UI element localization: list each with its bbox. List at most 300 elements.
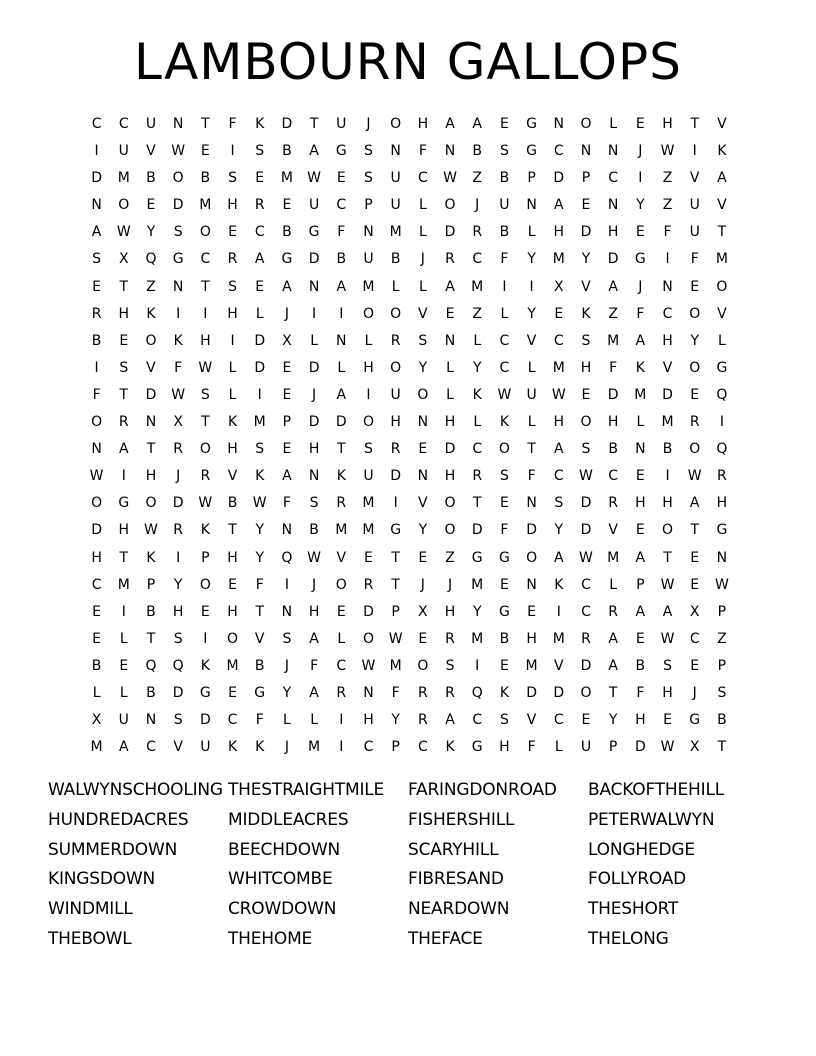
grid-letter[interactable]: O [444, 522, 456, 539]
grid-letter[interactable]: H [308, 603, 320, 620]
grid-letter[interactable]: T [717, 739, 727, 756]
grid-letter[interactable]: D [580, 657, 592, 674]
grid-letter[interactable]: B [608, 441, 618, 458]
grid-letter[interactable]: O [444, 197, 456, 214]
grid-letter[interactable]: C [417, 170, 428, 187]
grid-letter[interactable]: O [498, 441, 510, 458]
grid-letter[interactable]: O [362, 305, 374, 322]
grid-letter[interactable]: H [227, 603, 238, 620]
grid-letter[interactable]: C [608, 468, 619, 485]
grid-letter[interactable]: H [662, 495, 673, 512]
grid-letter[interactable]: V [173, 739, 183, 756]
grid-letter[interactable]: E [499, 576, 509, 593]
grid-letter[interactable]: M [715, 251, 728, 268]
grid-letter[interactable]: H [607, 224, 619, 241]
grid-letter[interactable]: F [690, 251, 699, 268]
grid-letter[interactable]: S [499, 712, 509, 729]
grid-letter[interactable]: F [418, 143, 427, 160]
grid-letter[interactable]: Y [418, 359, 428, 376]
grid-letter[interactable]: C [581, 603, 591, 620]
grid-letter[interactable]: P [717, 657, 727, 674]
grid-letter[interactable]: V [717, 305, 727, 322]
grid-letter[interactable]: U [308, 197, 320, 214]
grid-letter[interactable]: C [472, 251, 483, 268]
grid-letter[interactable]: N [363, 684, 374, 701]
grid-letter[interactable]: M [389, 657, 402, 674]
grid-letter[interactable]: L [500, 305, 509, 322]
grid-letter[interactable]: W [660, 143, 675, 160]
grid-letter[interactable]: Y [527, 251, 536, 268]
grid-letter[interactable]: W [551, 386, 566, 403]
grid-letter[interactable]: X [553, 278, 564, 295]
grid-letter[interactable]: L [418, 278, 427, 295]
grid-letter[interactable]: P [717, 603, 727, 620]
grid-letter[interactable]: V [526, 712, 537, 729]
grid-letter[interactable]: I [203, 630, 208, 647]
grid-letter[interactable]: R [581, 630, 591, 647]
grid-letter[interactable]: M [199, 197, 212, 214]
grid-letter[interactable]: L [718, 332, 726, 349]
grid-letter[interactable]: G [498, 603, 510, 620]
grid-letter[interactable]: A [282, 278, 292, 295]
grid-letter[interactable]: D [471, 522, 483, 539]
grid-letter[interactable]: R [118, 414, 129, 431]
grid-letter[interactable]: O [227, 630, 239, 647]
grid-letter[interactable]: O [335, 576, 347, 593]
grid-letter[interactable]: E [255, 278, 265, 295]
grid-letter[interactable]: S [499, 468, 509, 485]
grid-letter[interactable]: G [335, 143, 347, 160]
grid-letter[interactable]: C [472, 441, 483, 458]
grid-letter[interactable]: D [526, 522, 537, 539]
grid-letter[interactable]: A [336, 386, 347, 403]
grid-letter[interactable]: M [389, 224, 402, 241]
grid-letter[interactable]: L [446, 359, 454, 376]
grid-letter[interactable]: W [361, 657, 376, 674]
grid-letter[interactable]: Q [145, 251, 157, 268]
grid-letter[interactable]: S [200, 386, 210, 403]
grid-letter[interactable]: H [390, 414, 401, 431]
grid-letter[interactable]: D [607, 251, 619, 268]
grid-letter[interactable]: O [417, 657, 429, 674]
grid-letter[interactable]: T [472, 495, 482, 512]
grid-letter[interactable]: T [717, 224, 727, 241]
grid-letter[interactable]: U [118, 143, 129, 160]
grid-letter[interactable]: O [580, 116, 592, 132]
grid-letter[interactable]: B [227, 495, 238, 512]
grid-letter[interactable]: D [308, 251, 320, 268]
grid-letter[interactable]: M [552, 630, 565, 647]
grid-letter[interactable]: O [689, 305, 701, 322]
grid-letter[interactable]: V [553, 657, 564, 674]
grid-letter[interactable]: D [607, 386, 619, 403]
grid-letter[interactable]: W [714, 576, 729, 593]
grid-letter[interactable]: I [203, 305, 208, 322]
grid-letter[interactable]: W [660, 739, 675, 756]
grid-letter[interactable]: C [227, 712, 238, 729]
grid-letter[interactable]: O [580, 414, 592, 431]
grid-letter[interactable]: T [391, 576, 400, 593]
grid-letter[interactable]: R [173, 441, 184, 458]
grid-letter[interactable]: D [634, 739, 646, 756]
grid-letter[interactable]: R [608, 603, 619, 620]
grid-letter[interactable]: N [580, 143, 592, 160]
grid-letter[interactable]: O [444, 495, 456, 512]
grid-letter[interactable]: U [118, 712, 129, 729]
grid-letter[interactable]: A [635, 603, 646, 620]
grid-letter[interactable]: S [663, 657, 672, 674]
grid-letter[interactable]: M [335, 522, 348, 539]
grid-letter[interactable]: C [200, 251, 211, 268]
grid-letter[interactable]: H [635, 712, 646, 729]
grid-letter[interactable]: R [717, 468, 727, 485]
grid-letter[interactable]: W [198, 359, 213, 376]
grid-letter[interactable]: R [445, 684, 455, 701]
grid-letter[interactable]: R [91, 305, 102, 322]
grid-letter[interactable]: K [173, 332, 183, 349]
grid-letter[interactable]: A [608, 278, 618, 295]
grid-letter[interactable]: G [254, 684, 266, 701]
grid-letter[interactable]: Y [554, 522, 564, 539]
grid-letter[interactable]: V [227, 468, 238, 485]
grid-letter[interactable]: M [471, 278, 484, 295]
grid-letter[interactable]: G [716, 359, 728, 376]
grid-letter[interactable]: C [553, 143, 564, 160]
grid-letter[interactable]: V [336, 549, 347, 566]
grid-letter[interactable]: I [529, 278, 534, 295]
grid-letter[interactable]: E [92, 630, 102, 647]
grid-letter[interactable]: D [172, 197, 184, 214]
grid-letter[interactable]: S [173, 712, 183, 729]
grid-letter[interactable]: B [91, 332, 102, 349]
grid-letter[interactable]: J [447, 576, 453, 593]
grid-letter[interactable]: L [609, 576, 618, 593]
grid-letter[interactable]: B [282, 143, 292, 160]
grid-letter[interactable]: L [92, 684, 101, 701]
grid-letter[interactable]: P [282, 414, 292, 431]
grid-letter[interactable]: C [581, 576, 591, 593]
grid-letter[interactable]: H [227, 305, 238, 322]
grid-letter[interactable]: S [228, 278, 237, 295]
grid-letter[interactable]: L [554, 739, 563, 756]
grid-letter[interactable]: F [391, 684, 400, 701]
grid-letter[interactable]: C [118, 116, 129, 132]
grid-letter[interactable]: G [199, 684, 211, 701]
grid-letter[interactable]: A [553, 197, 564, 214]
grid-letter[interactable]: F [255, 576, 264, 593]
grid-letter[interactable]: E [635, 630, 645, 647]
grid-letter[interactable]: F [636, 305, 645, 322]
grid-letter[interactable]: C [499, 332, 510, 349]
grid-letter[interactable]: L [609, 116, 618, 132]
grid-letter[interactable]: I [94, 359, 99, 376]
grid-letter[interactable]: K [445, 739, 455, 756]
grid-letter[interactable]: T [228, 522, 237, 539]
grid-letter[interactable]: E [499, 495, 509, 512]
grid-letter[interactable]: N [635, 441, 646, 458]
grid-letter[interactable]: C [91, 576, 102, 593]
grid-letter[interactable]: K [200, 657, 210, 674]
grid-letter[interactable]: O [390, 359, 402, 376]
grid-letter[interactable]: Q [145, 657, 157, 674]
grid-letter[interactable]: I [638, 170, 643, 187]
grid-letter[interactable]: G [172, 251, 184, 268]
grid-letter[interactable]: P [391, 739, 400, 756]
grid-letter[interactable]: Q [172, 657, 184, 674]
grid-letter[interactable]: F [92, 386, 101, 403]
grid-letter[interactable]: F [337, 224, 346, 241]
grid-letter[interactable]: E [690, 549, 700, 566]
grid-letter[interactable]: W [497, 386, 512, 403]
grid-letter[interactable]: U [145, 116, 157, 132]
grid-letter[interactable]: N [281, 603, 293, 620]
grid-letter[interactable]: B [91, 657, 102, 674]
grid-letter[interactable]: Y [255, 549, 264, 566]
grid-letter[interactable]: T [201, 414, 210, 431]
grid-letter[interactable]: T [391, 549, 400, 566]
grid-letter[interactable]: T [146, 441, 156, 458]
grid-letter[interactable]: E [282, 441, 292, 458]
grid-letter[interactable]: N [172, 278, 184, 295]
grid-letter[interactable]: Z [146, 278, 156, 295]
grid-letter[interactable]: L [418, 224, 427, 241]
grid-letter[interactable]: D [363, 603, 374, 620]
grid-letter[interactable]: I [665, 251, 670, 268]
grid-letter[interactable]: E [92, 278, 102, 295]
grid-letter[interactable]: W [171, 143, 186, 160]
grid-letter[interactable]: J [420, 576, 425, 593]
grid-letter[interactable]: L [473, 414, 482, 431]
grid-letter[interactable]: F [527, 739, 536, 756]
grid-letter[interactable]: T [201, 116, 210, 132]
grid-letter[interactable]: V [526, 332, 537, 349]
grid-letter[interactable]: G [526, 143, 538, 160]
grid-letter[interactable]: H [227, 197, 238, 214]
grid-letter[interactable]: W [660, 630, 675, 647]
grid-letter[interactable]: T [119, 278, 129, 295]
grid-letter[interactable]: R [336, 684, 347, 701]
grid-letter[interactable]: C [146, 739, 156, 756]
grid-letter[interactable]: F [310, 657, 319, 674]
grid-letter[interactable]: H [662, 332, 673, 349]
grid-letter[interactable]: E [119, 332, 129, 349]
grid-letter[interactable]: R [689, 414, 700, 431]
grid-letter[interactable]: S [309, 495, 319, 512]
grid-letter[interactable]: U [200, 739, 211, 756]
grid-letter[interactable]: C [91, 116, 102, 132]
grid-letter[interactable]: L [364, 332, 373, 349]
grid-letter[interactable]: N [526, 495, 537, 512]
grid-letter[interactable]: Y [636, 197, 645, 214]
grid-letter[interactable]: O [145, 332, 157, 349]
grid-letter[interactable]: M [661, 414, 674, 431]
grid-letter[interactable]: A [608, 630, 618, 647]
grid-letter[interactable]: G [308, 224, 320, 241]
grid-letter[interactable]: Y [472, 359, 482, 376]
grid-letter[interactable]: O [172, 170, 184, 187]
grid-letter[interactable]: E [282, 359, 292, 376]
grid-letter[interactable]: S [418, 332, 428, 349]
grid-letter[interactable]: E [690, 278, 700, 295]
grid-letter[interactable]: E [418, 441, 428, 458]
grid-letter[interactable]: I [475, 657, 480, 674]
grid-letter[interactable]: P [581, 170, 591, 187]
grid-letter[interactable]: E [92, 603, 102, 620]
grid-letter[interactable]: E [527, 603, 537, 620]
grid-letter[interactable]: J [638, 278, 643, 295]
grid-letter[interactable]: W [307, 549, 322, 566]
grid-letter[interactable]: F [228, 116, 237, 132]
grid-letter[interactable]: H [553, 414, 565, 431]
grid-letter[interactable]: M [634, 386, 647, 403]
grid-letter[interactable]: S [173, 224, 183, 241]
grid-letter[interactable]: H [172, 603, 184, 620]
grid-letter[interactable]: M [280, 170, 293, 187]
grid-letter[interactable]: H [200, 332, 211, 349]
grid-letter[interactable]: T [119, 386, 129, 403]
grid-letter[interactable]: C [417, 739, 428, 756]
grid-letter[interactable]: N [607, 143, 619, 160]
grid-letter[interactable]: P [364, 197, 373, 214]
grid-letter[interactable]: U [526, 386, 537, 403]
grid-letter[interactable]: B [662, 441, 673, 458]
grid-letter[interactable]: D [145, 386, 157, 403]
grid-letter[interactable]: S [554, 495, 564, 512]
grid-letter[interactable]: H [553, 224, 565, 241]
grid-letter[interactable]: F [500, 522, 509, 539]
grid-letter[interactable]: R [390, 332, 401, 349]
grid-letter[interactable]: H [91, 549, 102, 566]
grid-letter[interactable]: W [89, 468, 104, 485]
grid-letter[interactable]: C [499, 359, 510, 376]
grid-letter[interactable]: Y [418, 522, 428, 539]
grid-letter[interactable]: H [662, 116, 673, 132]
grid-letter[interactable]: X [282, 332, 292, 349]
grid-letter[interactable]: C [553, 712, 564, 729]
grid-letter[interactable]: H [607, 414, 619, 431]
grid-letter[interactable]: R [363, 576, 374, 593]
grid-letter[interactable]: C [553, 468, 564, 485]
grid-letter[interactable]: T [527, 441, 536, 458]
grid-letter[interactable]: B [200, 170, 211, 187]
grid-letter[interactable]: E [282, 386, 292, 403]
grid-letter[interactable]: N [145, 414, 157, 431]
grid-letter[interactable]: D [91, 522, 102, 539]
grid-letter[interactable]: K [336, 468, 346, 485]
grid-letter[interactable]: C [472, 712, 483, 729]
grid-letter[interactable]: B [146, 170, 156, 187]
grid-letter[interactable]: O [689, 359, 701, 376]
grid-letter[interactable]: K [499, 684, 509, 701]
grid-letter[interactable]: J [692, 684, 697, 701]
grid-letter[interactable]: W [443, 170, 457, 187]
grid-letter[interactable]: O [362, 414, 374, 431]
grid-letter[interactable]: W [687, 468, 702, 485]
grid-letter[interactable]: O [91, 495, 103, 512]
grid-letter[interactable]: I [719, 414, 724, 431]
grid-letter[interactable]: D [444, 441, 456, 458]
grid-letter[interactable]: E [445, 305, 455, 322]
grid-letter[interactable]: O [417, 386, 429, 403]
grid-letter[interactable]: K [200, 522, 210, 539]
grid-letter[interactable]: D [662, 386, 673, 403]
grid-letter[interactable]: U [390, 170, 401, 187]
grid-letter[interactable]: K [472, 386, 482, 403]
grid-letter[interactable]: V [662, 359, 673, 376]
grid-letter[interactable]: A [472, 116, 482, 132]
grid-letter[interactable]: A [309, 630, 319, 647]
grid-letter[interactable]: K [255, 468, 265, 485]
grid-letter[interactable]: K [227, 739, 238, 756]
grid-letter[interactable]: E [418, 630, 428, 647]
grid-letter[interactable]: E [581, 386, 591, 403]
grid-letter[interactable]: K [499, 414, 509, 431]
grid-letter[interactable]: W [579, 549, 593, 566]
grid-letter[interactable]: E [499, 116, 509, 132]
grid-letter[interactable]: L [119, 630, 128, 647]
grid-letter[interactable]: M [607, 332, 620, 349]
grid-letter[interactable]: I [502, 278, 507, 295]
grid-letter[interactable]: V [254, 630, 265, 647]
grid-letter[interactable]: S [581, 332, 591, 349]
grid-letter[interactable]: H [444, 603, 456, 620]
grid-letter[interactable]: E [228, 684, 237, 701]
grid-letter[interactable]: R [608, 495, 619, 512]
grid-letter[interactable]: A [445, 116, 455, 132]
grid-letter[interactable]: F [500, 251, 509, 268]
grid-letter[interactable]: S [228, 170, 237, 187]
grid-letter[interactable]: M [552, 359, 565, 376]
grid-letter[interactable]: H [363, 712, 374, 729]
grid-letter[interactable]: A [445, 278, 455, 295]
grid-letter[interactable]: A [717, 170, 727, 187]
grid-letter[interactable]: M [362, 522, 375, 539]
grid-letter[interactable]: L [636, 414, 645, 431]
grid-letter[interactable]: L [473, 332, 482, 349]
grid-letter[interactable]: I [284, 576, 289, 593]
grid-letter[interactable]: V [717, 116, 727, 132]
grid-letter[interactable]: H [499, 739, 510, 756]
grid-letter[interactable]: R [445, 630, 455, 647]
grid-letter[interactable]: F [609, 359, 618, 376]
grid-letter[interactable]: W [252, 495, 267, 512]
grid-letter[interactable]: Y [690, 332, 699, 349]
grid-letter[interactable]: Z [472, 170, 483, 187]
grid-letter[interactable]: O [199, 576, 211, 593]
grid-letter[interactable]: A [118, 441, 129, 458]
grid-letter[interactable]: A [282, 468, 292, 485]
grid-letter[interactable]: S [119, 359, 129, 376]
grid-letter[interactable]: C [336, 657, 347, 674]
grid-letter[interactable]: X [173, 414, 183, 431]
grid-letter[interactable]: J [176, 468, 181, 485]
grid-letter[interactable]: E [336, 170, 346, 187]
grid-letter[interactable]: H [227, 441, 238, 458]
grid-letter[interactable]: F [527, 468, 536, 485]
grid-letter[interactable]: C [363, 739, 374, 756]
grid-letter[interactable]: G [281, 251, 293, 268]
grid-letter[interactable]: P [391, 603, 400, 620]
grid-letter[interactable]: A [608, 657, 618, 674]
grid-letter[interactable]: A [689, 495, 700, 512]
grid-letter[interactable]: U [689, 224, 700, 241]
grid-letter[interactable]: U [363, 251, 374, 268]
grid-letter[interactable]: A [336, 278, 347, 295]
grid-letter[interactable]: J [312, 576, 317, 593]
grid-letter[interactable]: E [690, 657, 700, 674]
grid-letter[interactable]: Y [255, 522, 264, 539]
grid-letter[interactable]: S [282, 630, 292, 647]
